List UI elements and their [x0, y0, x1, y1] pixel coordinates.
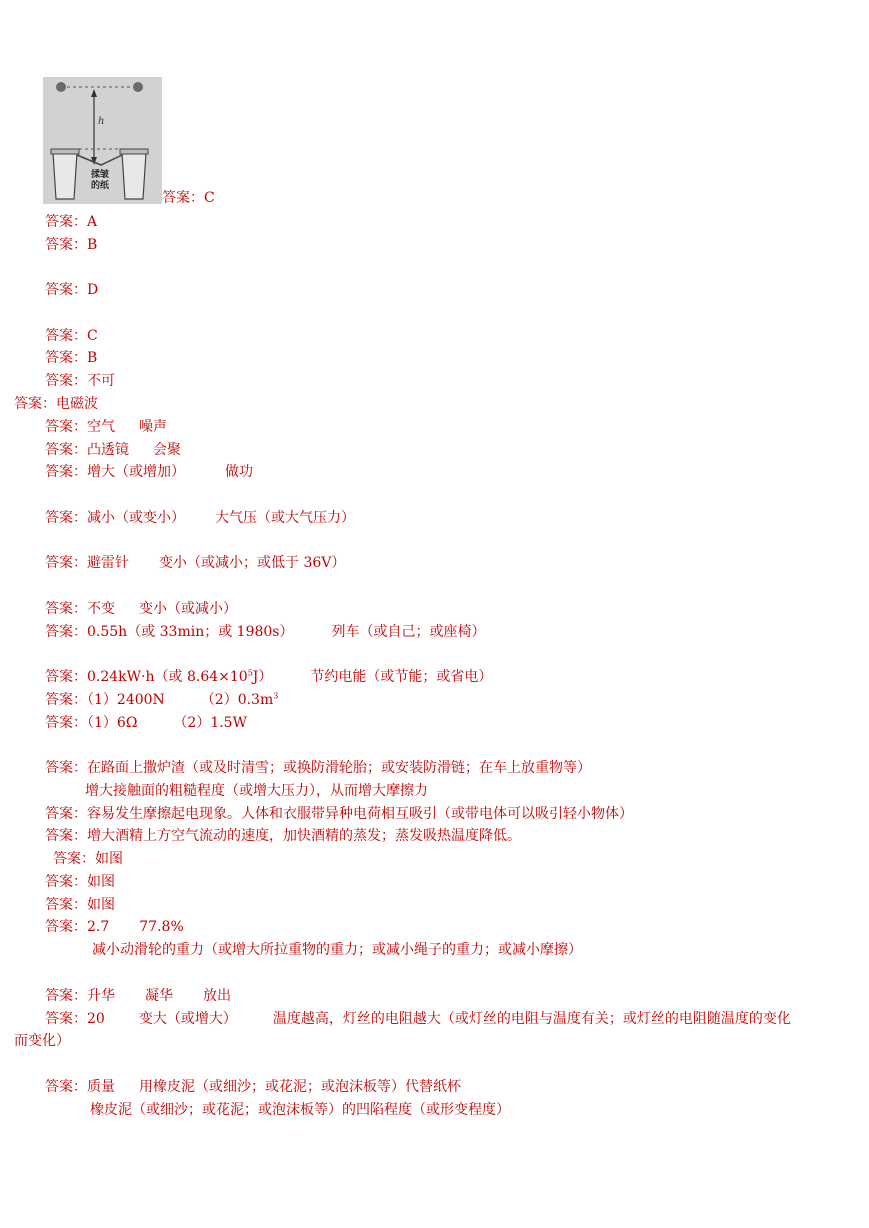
- answer-12: [45, 509, 355, 527]
- answer-14: [45, 600, 237, 618]
- answer-10-part-b: 会聚: [153, 442, 181, 458]
- answer-20: 答案：容易发生摩擦起电现象。人体和衣服带异种电荷相互吸引（或带电体可以吸引轻小物体）: [45, 806, 633, 822]
- answer-1: 答案：C: [162, 190, 215, 206]
- answer-28-part-b: 用橡皮泥（或细沙；或花泥；或泡沫板等）代替纸杯: [139, 1079, 461, 1095]
- answer-13: [45, 554, 345, 572]
- answer-19: 答案：在路面上撒炉渣（或及时清雪；或换防滑轮胎；或安装防滑链；在车上放重物等）: [45, 760, 591, 776]
- answer-17-exponent: 3: [273, 691, 279, 701]
- answer-12-part-a: 答案：减小（或变小）: [45, 510, 185, 526]
- cup-left-icon: [53, 153, 77, 199]
- answer-27-part-c: 温度越高，灯丝的电阻越大（或灯丝的电阻与温度有关；或灯丝的电阻随温度的变化: [272, 1011, 791, 1027]
- answer-9-part-b: 噪声: [139, 419, 167, 435]
- answer-25-part-b: 77.8%: [139, 919, 184, 935]
- answer-27-continued: 而变化）: [14, 1033, 70, 1049]
- answer-2: 答案：A: [45, 214, 98, 230]
- answer-25-continued: 减小动滑轮的重力（或增大所拉重物的重力；或减小绳子的重力；或减小摩擦）: [92, 942, 582, 958]
- answer-23: 答案：如图: [45, 874, 115, 890]
- answer-18-part-b: （2）1.5W: [173, 715, 247, 731]
- answer-9: [45, 418, 167, 436]
- answer-3: 答案：B: [45, 237, 98, 253]
- answer-22: 答案：如图: [53, 851, 123, 867]
- ball-left-icon: [56, 82, 66, 92]
- answer-9-part-a: 答案：空气: [45, 419, 115, 435]
- falling-ball-diagram: [43, 77, 162, 204]
- answer-25: [45, 918, 184, 936]
- answer-15: [45, 623, 486, 641]
- answer-5: 答案：C: [45, 328, 98, 344]
- answer-19-continued: 增大接触面的粗糙程度（或增大压力），从而增大摩擦力: [85, 783, 428, 799]
- answer-16-part-b: 节约电能（或节能；或省电）: [310, 669, 493, 685]
- answer-14-part-b: 变小（或减小）: [139, 601, 237, 617]
- answer-28-part-a: 答案：质量: [45, 1079, 115, 1095]
- answer-11: [45, 463, 253, 481]
- answer-15-part-a: 答案：0.55h（或 33min；或 1980s）: [45, 624, 294, 640]
- experiment-figure: [43, 77, 162, 204]
- answer-26-part-b: 凝华: [145, 988, 173, 1004]
- answer-18: [45, 714, 247, 732]
- answer-17-part-b: （2）0.3m: [200, 692, 274, 708]
- answer-26-part-c: 放出: [203, 988, 231, 1004]
- answer-7: 答案：不可: [45, 373, 115, 389]
- caption-line1: 揉皱: [91, 170, 110, 180]
- answer-26-part-a: 答案：升华: [45, 988, 115, 1004]
- answer-13-part-a: 答案：避雷针: [45, 555, 129, 571]
- answer-16-unit: J）: [252, 669, 273, 685]
- answer-16-exponent: 5: [247, 668, 253, 678]
- answer-24: 答案：如图: [45, 897, 115, 913]
- answer-8: 答案：电磁波: [14, 396, 98, 412]
- answer-10-part-a: 答案：凸透镜: [45, 442, 129, 458]
- answer-25-part-a: 答案：2.7: [45, 919, 110, 935]
- answer-26: [45, 987, 231, 1005]
- answer-16-part-a: 答案：0.24kW·h（或 8.64×10: [45, 669, 248, 685]
- answer-27: [45, 1010, 791, 1028]
- answer-17-part-a: 答案：（1）2400N: [45, 692, 165, 708]
- answer-16: [45, 668, 492, 686]
- answer-12-part-b: 大气压（或大气压力）: [215, 510, 355, 526]
- ball-right-icon: [133, 82, 143, 92]
- answer-4: 答案：D: [45, 282, 99, 298]
- answer-11-part-a: 答案：增大（或增加）: [45, 464, 185, 480]
- answer-28-continued: 橡皮泥（或细沙；或花泥；或泡沫板等）的凹陷程度（或形变程度）: [90, 1102, 510, 1118]
- cup-right-icon: [122, 153, 146, 199]
- answer-27-part-a: 答案：20: [45, 1011, 105, 1027]
- answer-14-part-a: 答案：不变: [45, 601, 115, 617]
- answer-15-part-b: 列车（或自己；或座椅）: [331, 624, 486, 640]
- answer-10: [45, 441, 181, 459]
- caption-line2: 的纸: [91, 181, 110, 191]
- answer-28: [45, 1078, 461, 1096]
- answer-6: 答案：B: [45, 350, 98, 366]
- answer-13-part-b: 变小（或减小；或低于 36V）: [159, 555, 346, 571]
- answer-18-part-a: 答案：（1）6Ω: [45, 715, 138, 731]
- answer-17: [45, 691, 278, 709]
- height-label: h: [98, 116, 105, 127]
- answer-27-part-b: 变大（或增大）: [138, 1011, 237, 1027]
- answer-11-part-b: 做功: [225, 464, 253, 480]
- answer-21: 答案：增大酒精上方空气流动的速度，加快酒精的蒸发；蒸发吸热温度降低。: [45, 828, 521, 844]
